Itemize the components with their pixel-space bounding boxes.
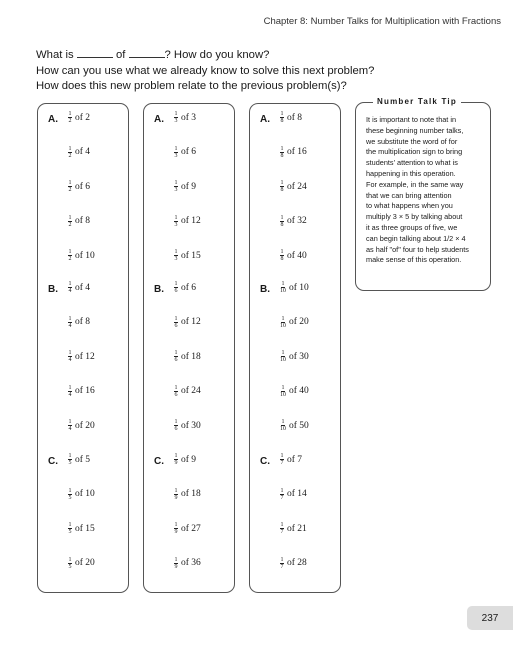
fraction: $\frac{1}{2}$ (68, 111, 72, 124)
problem (280, 316, 309, 329)
problem-text: of 9 (181, 181, 197, 192)
question-1: What is of ? How do you know? (36, 49, 270, 61)
fraction: $\frac{1}{4}$ (68, 350, 72, 363)
fraction: $\frac{1}{7}$ (280, 453, 284, 466)
problem-text: of 15 (75, 523, 95, 534)
fraction: $\frac{1}{4}$ (68, 315, 72, 329)
problem (68, 215, 90, 228)
problem-text: of 16 (287, 147, 307, 157)
problem-text: of 12 (181, 317, 201, 327)
problem (68, 419, 95, 432)
fraction: $\frac{1}{9}$ (174, 522, 178, 535)
problem-text: of 10 (289, 282, 309, 293)
problem (174, 146, 196, 159)
problem (174, 385, 201, 398)
fraction: $\frac{1}{6}$ (174, 350, 178, 363)
problem-text: of 6 (181, 282, 197, 293)
group-label: B. (260, 284, 270, 295)
problem-text: of 2 (75, 112, 91, 123)
problem (174, 419, 201, 432)
problem (68, 350, 95, 363)
problem-text: of 9 (181, 454, 197, 465)
problem (68, 488, 95, 501)
problem-text: of 12 (75, 351, 95, 362)
problem (280, 249, 307, 262)
tip-line: these beginning number talks, (366, 125, 464, 135)
problem-text: of 18 (181, 489, 201, 499)
problem-column (37, 103, 129, 593)
tip-line: students' attention to what is (366, 158, 458, 168)
problem-text: of 30 (289, 351, 309, 362)
problem-text: of 32 (287, 216, 307, 226)
tip-line: to what happens when you (366, 201, 453, 211)
fraction: $\frac{1}{7}$ (280, 487, 284, 501)
problem (174, 281, 196, 294)
problem-column (249, 103, 341, 593)
problem (68, 316, 90, 329)
fraction: $\frac{1}{4}$ (68, 384, 72, 398)
problem-text: of 4 (75, 282, 91, 293)
fraction: $\frac{1}{5}$ (68, 556, 72, 570)
problem (280, 146, 307, 159)
problem (280, 419, 309, 432)
fraction: $\frac{1}{10}$ (280, 384, 286, 398)
problem (68, 385, 95, 398)
problem (280, 453, 302, 466)
problem (174, 522, 201, 535)
problem (280, 522, 307, 535)
tip-line: For example, in the same way (366, 179, 464, 189)
fraction: $\frac{1}{2}$ (68, 180, 72, 193)
problem-text: of 40 (287, 250, 307, 261)
fraction: $\frac{1}{3}$ (174, 214, 178, 228)
problem (174, 111, 196, 124)
fraction: $\frac{1}{3}$ (174, 145, 178, 159)
problem-text: of 5 (75, 454, 91, 465)
group-label: A. (48, 114, 58, 125)
problem (280, 281, 309, 294)
fraction: $\frac{1}{10}$ (280, 315, 286, 329)
problem (68, 249, 95, 262)
problem-text: of 40 (289, 386, 309, 396)
fraction: $\frac{1}{4}$ (68, 419, 72, 432)
fraction: $\frac{1}{8}$ (280, 180, 284, 193)
problem (174, 249, 201, 262)
tip-line: that we can bring attention (366, 190, 452, 200)
problem-text: of 24 (287, 181, 307, 192)
blank-line (77, 47, 113, 58)
problem (280, 215, 307, 228)
problem (174, 316, 201, 329)
fraction: $\frac{1}{8}$ (280, 249, 284, 262)
problem (174, 488, 201, 501)
fraction: $\frac{1}{10}$ (280, 281, 286, 294)
prompt-questions (36, 47, 374, 95)
tip-line: the multiplication sign to bring (366, 147, 463, 157)
fraction: $\frac{1}{6}$ (174, 315, 178, 329)
problem-text: of 36 (181, 558, 201, 568)
problem-text: of 28 (287, 558, 307, 568)
fraction: $\frac{1}{2}$ (68, 249, 72, 262)
problem (174, 557, 201, 570)
tip-line: make sense of this operation. (366, 255, 462, 265)
problem-text: of 3 (181, 112, 197, 123)
problem-text: of 6 (75, 181, 91, 192)
problem (280, 180, 307, 193)
question-3: How does this new problem relate to the previous problem(s)? (36, 80, 347, 92)
tip-title: Number Talk Tip (373, 97, 461, 106)
fraction: $\frac{1}{8}$ (280, 214, 284, 228)
group-label: B. (48, 284, 58, 295)
fraction: $\frac{1}{9}$ (174, 487, 178, 501)
problem (280, 350, 309, 363)
problem-text: of 10 (75, 489, 95, 499)
problem-text: of 16 (75, 386, 95, 396)
fraction: $\frac{1}{3}$ (174, 180, 178, 193)
running-header: Chapter 8: Number Talks for Multiplication with Fractions (263, 16, 501, 27)
problem-text: of 20 (75, 558, 95, 568)
fraction: $\frac{1}{7}$ (280, 522, 284, 535)
fraction: $\frac{1}{10}$ (280, 419, 286, 432)
problem (174, 350, 201, 363)
problem (280, 557, 307, 570)
question-2: How can you use what we already know to solve this next problem? (36, 64, 375, 77)
fraction: $\frac{1}{2}$ (68, 145, 72, 159)
fraction: $\frac{1}{6}$ (174, 419, 178, 432)
problem-text: of 10 (75, 250, 95, 261)
tip-lines (366, 115, 483, 266)
fraction: $\frac{1}{5}$ (68, 522, 72, 535)
fraction: $\frac{1}{8}$ (280, 111, 284, 124)
problem-text: of 14 (287, 489, 307, 499)
tip-line: multiply 3 × 5 by talking about (366, 212, 463, 222)
fraction: $\frac{1}{5}$ (68, 453, 72, 466)
group-label: A. (154, 114, 164, 125)
group-label: C. (154, 456, 164, 467)
fraction: $\frac{1}{5}$ (68, 487, 72, 501)
fraction: $\frac{1}{2}$ (68, 214, 72, 228)
fraction: $\frac{1}{3}$ (174, 111, 178, 124)
fraction: $\frac{1}{9}$ (174, 453, 178, 466)
fraction: $\frac{1}{4}$ (68, 281, 72, 294)
tip-line: can begin talking about 1/2 × 4 (366, 233, 466, 243)
problem-text: of 12 (181, 216, 201, 226)
tip-line: it as three groups of five, we (366, 222, 458, 232)
problem (280, 488, 307, 501)
fraction: $\frac{1}{8}$ (280, 145, 284, 159)
group-label: C. (48, 456, 58, 467)
page-number: 237 (467, 606, 513, 630)
problem-text: of 7 (287, 454, 303, 465)
problem-text: of 50 (289, 420, 309, 431)
problem (68, 281, 90, 294)
problem-text: of 20 (289, 317, 309, 327)
problem (280, 385, 309, 398)
fraction: $\frac{1}{6}$ (174, 281, 178, 294)
problem-text: of 24 (181, 386, 201, 396)
tip-line: we substitute the word of for (366, 136, 458, 146)
problem-text: of 21 (287, 523, 307, 534)
problem-text: of 8 (75, 216, 91, 226)
problem (280, 111, 302, 124)
tip-line: as half "of" four to help students (366, 244, 469, 254)
problem (68, 453, 90, 466)
problem-text: of 30 (181, 420, 201, 431)
problem-text: of 6 (181, 147, 197, 157)
tip-line: It is important to note that in (366, 115, 457, 124)
fraction: $\frac{1}{3}$ (174, 249, 178, 262)
problem (68, 557, 95, 570)
problem-text: of 4 (75, 147, 91, 157)
problem-column (143, 103, 235, 593)
problem-text: of 20 (75, 420, 95, 431)
problem (68, 522, 95, 535)
problem-text: of 8 (75, 317, 91, 327)
fraction: $\frac{1}{9}$ (174, 556, 178, 570)
tip-line: happening in this operation. (366, 168, 456, 178)
tip-text (366, 115, 483, 266)
blank-line (129, 47, 165, 58)
fraction: $\frac{1}{7}$ (280, 556, 284, 570)
problem-text: of 27 (181, 523, 201, 534)
problem-text: of 18 (181, 351, 201, 362)
problem-text: of 8 (287, 112, 303, 123)
problem (68, 146, 90, 159)
group-label: C. (260, 456, 270, 467)
group-label: B. (154, 284, 164, 295)
problem (174, 453, 196, 466)
problem (68, 180, 90, 193)
fraction: $\frac{1}{10}$ (280, 350, 286, 363)
problem (68, 111, 90, 124)
problem (174, 215, 201, 228)
problem-text: of 15 (181, 250, 201, 261)
group-label: A. (260, 114, 270, 125)
problem (174, 180, 196, 193)
fraction: $\frac{1}{6}$ (174, 384, 178, 398)
